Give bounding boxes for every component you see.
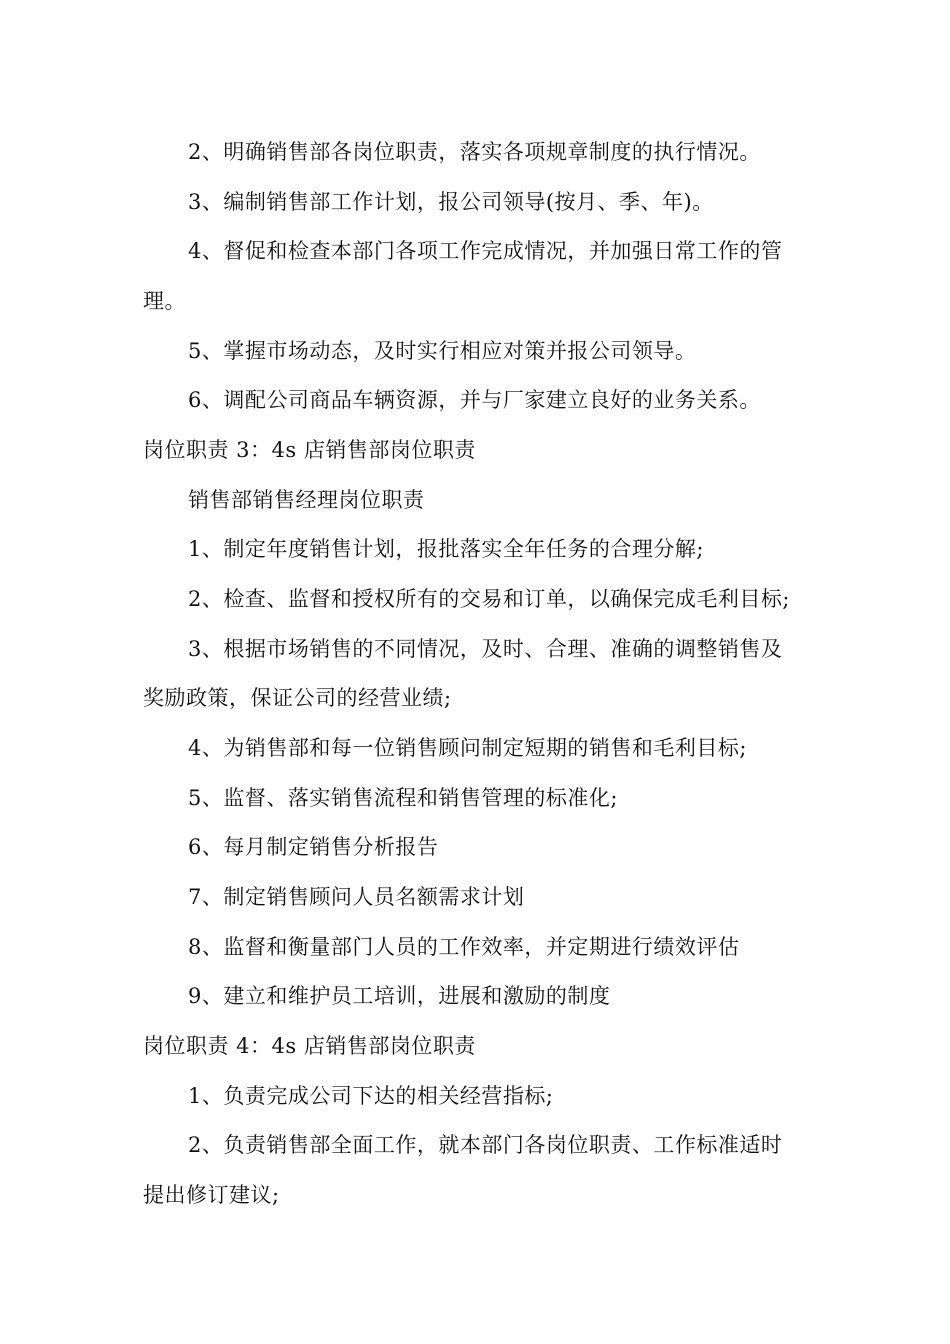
section-heading: 岗位职责 4：4s 店销售部岗位职责 — [143, 1034, 476, 1058]
paragraph-line: 理。 — [143, 289, 186, 313]
paragraph-line: 5、监督、落实销售流程和销售管理的标准化; — [188, 786, 618, 810]
subsection-heading: 销售部销售经理岗位职责 — [188, 488, 425, 512]
paragraph-line: 1、负责完成公司下达的相关经营指标; — [188, 1084, 554, 1108]
paragraph-line: 3、编制销售部工作计划，报公司领导(按月、季、年)。 — [188, 190, 714, 214]
paragraph-line: 8、监督和衡量部门人员的工作效率，并定期进行绩效评估 — [188, 935, 740, 959]
paragraph-line: 4、督促和检查本部门各项工作完成情况，并加强日常工作的管 — [188, 239, 783, 263]
paragraph-line: 9、建立和维护员工培训，进展和激励的制度 — [188, 984, 611, 1008]
paragraph-line: 6、调配公司商品车辆资源，并与厂家建立良好的业务关系。 — [188, 388, 761, 412]
paragraph-line: 7、制定销售顾问人员名额需求计划 — [188, 885, 525, 909]
section-heading: 岗位职责 3：4s 店销售部岗位职责 — [143, 438, 476, 462]
paragraph-line: 提出修订建议; — [143, 1183, 280, 1207]
paragraph-line: 3、根据市场销售的不同情况，及时、合理、准确的调整销售及 — [188, 637, 783, 661]
paragraph-line: 6、每月制定销售分析报告 — [188, 835, 439, 859]
paragraph-line: 4、为销售部和每一位销售顾问制定短期的销售和毛利目标; — [188, 736, 747, 760]
paragraph-line: 2、检查、监督和授权所有的交易和订单，以确保完成毛利目标; — [188, 587, 790, 611]
paragraph-line: 5、掌握市场动态，及时实行相应对策并报公司领导。 — [188, 339, 697, 363]
paragraph-line: 奖励政策，保证公司的经营业绩; — [143, 686, 452, 710]
paragraph-line: 2、负责销售部全面工作，就本部门各岗位职责、工作标准适时 — [188, 1133, 783, 1157]
paragraph-line: 2、明确销售部各岗位职责，落实各项规章制度的执行情况。 — [188, 140, 761, 164]
paragraph-line: 1、制定年度销售计划，报批落实全年任务的合理分解; — [188, 537, 704, 561]
